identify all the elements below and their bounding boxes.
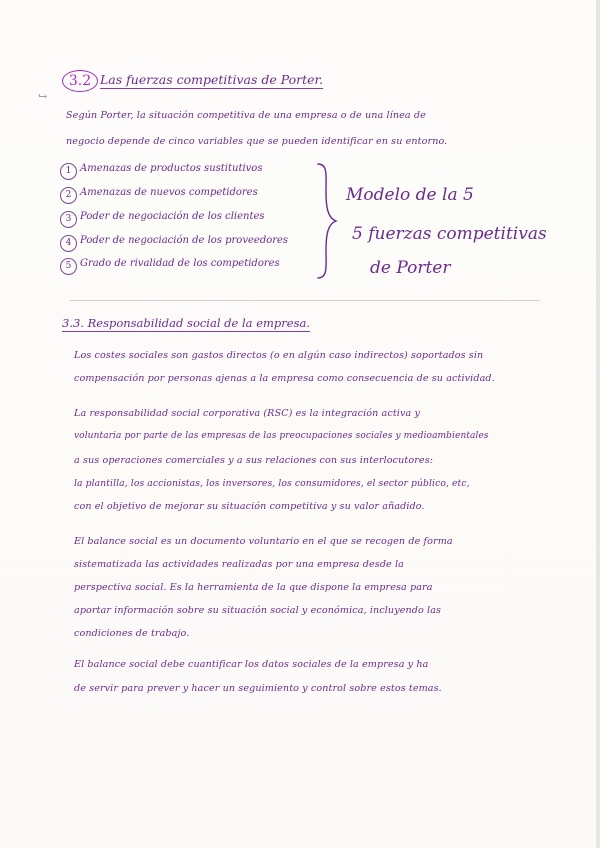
force-label: Grado de rivalidad de los competidores [80, 258, 280, 269]
paragraph-line: condiciones de trabajo. [74, 628, 190, 639]
section-divider [70, 300, 540, 301]
model-label-line: de Porter [370, 258, 451, 278]
paragraph-line: aportar información sobre su situación social y económica, incluyendo las [74, 605, 442, 616]
model-label-line: Modelo de la 5 [346, 185, 474, 205]
circled-number: 2 [60, 187, 77, 204]
circled-number: 3 [60, 211, 77, 228]
paragraph-line: con el objetivo de mejorar su situación competitiva y su valor añadido. [74, 501, 425, 512]
intro-line: negocio depende de cinco variables que se pueden identificar en su entorno. [66, 136, 448, 147]
margin-mark-icon: ↪ [38, 90, 48, 103]
model-label-line: 5 fuerzas competitivas [352, 224, 547, 244]
section-title: Las fuerzas competitivas de Porter. [100, 72, 324, 87]
circled-number: 5 [60, 258, 77, 275]
paragraph-line: la plantilla, los accionistas, los inversores, los consumidores, el sector público, etc, [74, 478, 470, 489]
paragraph-line: La responsabilidad social corporativa (RSC) es la integración activa y [74, 408, 420, 419]
intro-line: Según Porter, la situación competitiva de una empresa o de una línea de [66, 110, 426, 121]
paragraph-line: El balance social debe cuantificar los datos sociales de la empresa y ha [74, 659, 429, 670]
paragraph-line: a sus operaciones comerciales y a sus relaciones con sus interlocutores: [74, 455, 434, 466]
paragraph-line: El balance social es un documento voluntario en el que se recogen de forma [74, 536, 453, 547]
paragraph-line: Los costes sociales son gastos directos (o en algún caso indirectos) soportados sin [74, 350, 484, 361]
force-label: Amenazas de productos sustitutivos [80, 163, 263, 174]
force-label: Poder de negociación de los proveedores [80, 235, 289, 246]
paragraph-line: compensación por personas ajenas a la empresa como consecuencia de su actividad. [74, 373, 495, 384]
paragraph-line: voluntaria por parte de las empresas de las preocupaciones sociales y medioambientales [74, 431, 489, 441]
curly-brace-icon [314, 162, 338, 280]
paragraph-line: sistematizada las actividades realizadas por una empresa desde la [74, 559, 404, 570]
paragraph-line: perspectiva social. Es la herramienta de la que dispone la empresa para [74, 582, 433, 593]
section-title: 3.3. Responsabilidad social de la empresa. [62, 316, 310, 330]
section-number-badge: 3.2 [62, 70, 98, 92]
circled-number: 4 [60, 235, 77, 252]
force-label: Poder de negociación de los clientes [80, 211, 265, 222]
circled-number: 1 [60, 163, 77, 180]
force-label: Amenazas de nuevos competidores [80, 187, 258, 198]
paragraph-line: de servir para prever y hacer un seguimiento y control sobre estos temas. [74, 683, 442, 694]
